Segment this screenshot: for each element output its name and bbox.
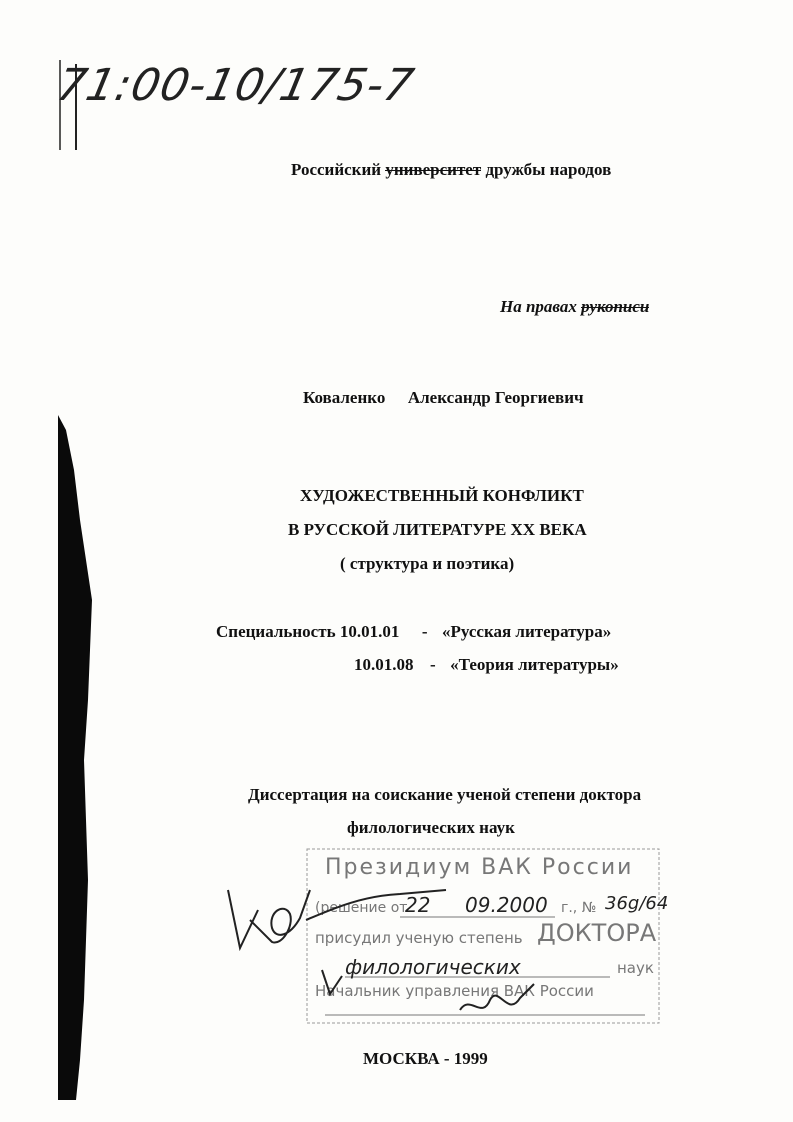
- university-name: [291, 160, 611, 180]
- signature-bottom: [460, 984, 534, 1010]
- stamp-field: филологических: [345, 955, 521, 979]
- stamp-date-day: 22: [405, 893, 431, 917]
- year: 1999: [453, 1049, 488, 1068]
- stamp-awarded: присудил ученую степень: [315, 929, 523, 947]
- stamp-date-month-year: 09.2000: [465, 893, 548, 917]
- stamp-decision-label: (решение от: [315, 900, 408, 916]
- specialty-name-2: «Теория литературы»: [450, 655, 619, 674]
- manuscript-rights-part1: На правах: [500, 297, 577, 316]
- author-name: [303, 388, 584, 408]
- specialty-dash-2: -: [430, 655, 436, 674]
- degree-line-1: Диссертация на соискание ученой степени доктора: [248, 785, 642, 804]
- city-year: [363, 1049, 488, 1069]
- specialty-line-1: [216, 622, 611, 642]
- stamp-head: Начальник управления ВАК России: [315, 982, 594, 1000]
- title-line-2: В РУССКОЙ ЛИТЕРАТУРЕ XX ВЕКА: [288, 520, 587, 539]
- specialty-label: Специальность: [216, 622, 336, 641]
- scan-shadow-shape: [58, 415, 92, 1100]
- author-surname: Коваленко: [303, 388, 386, 407]
- signature-checkmark: [322, 970, 342, 994]
- city: МОСКВА -: [363, 1049, 450, 1068]
- archive-number: 71:00-10/175-7: [52, 60, 419, 111]
- university-part1: Российский: [291, 160, 382, 179]
- specialty-code-1: 10.01.01: [339, 622, 400, 641]
- stamp-header: Президиум ВАК России: [325, 855, 634, 880]
- stamp-field-suffix: наук: [617, 959, 654, 977]
- university-part3: дружбы народов: [485, 160, 612, 179]
- manuscript-rights: [500, 297, 649, 317]
- specialty-name-1: «Русская литература»: [442, 622, 612, 641]
- specialty-dash-1: -: [421, 622, 428, 641]
- signature-left: [228, 890, 446, 948]
- specialty-code-2: 10.01.08: [354, 655, 414, 674]
- author-given-name: Александр Георгиевич: [407, 388, 584, 407]
- title-line-3: ( структура и поэтика): [340, 554, 515, 573]
- handwritten-signatures: [210, 870, 670, 1030]
- university-part2: университет: [385, 160, 482, 179]
- degree-line-2: филологических наук: [347, 818, 515, 837]
- manuscript-rights-part2: рукописи: [581, 297, 650, 316]
- specialty-line-2: [354, 655, 619, 675]
- title-line-1: ХУДОЖЕСТВЕННЫЙ КОНФЛИКТ: [300, 486, 584, 505]
- stamp-year-suffix: г., №: [561, 900, 597, 916]
- stamp-degree: ДОКТОРА: [537, 919, 657, 947]
- stamp-number: 36g/64: [605, 893, 669, 914]
